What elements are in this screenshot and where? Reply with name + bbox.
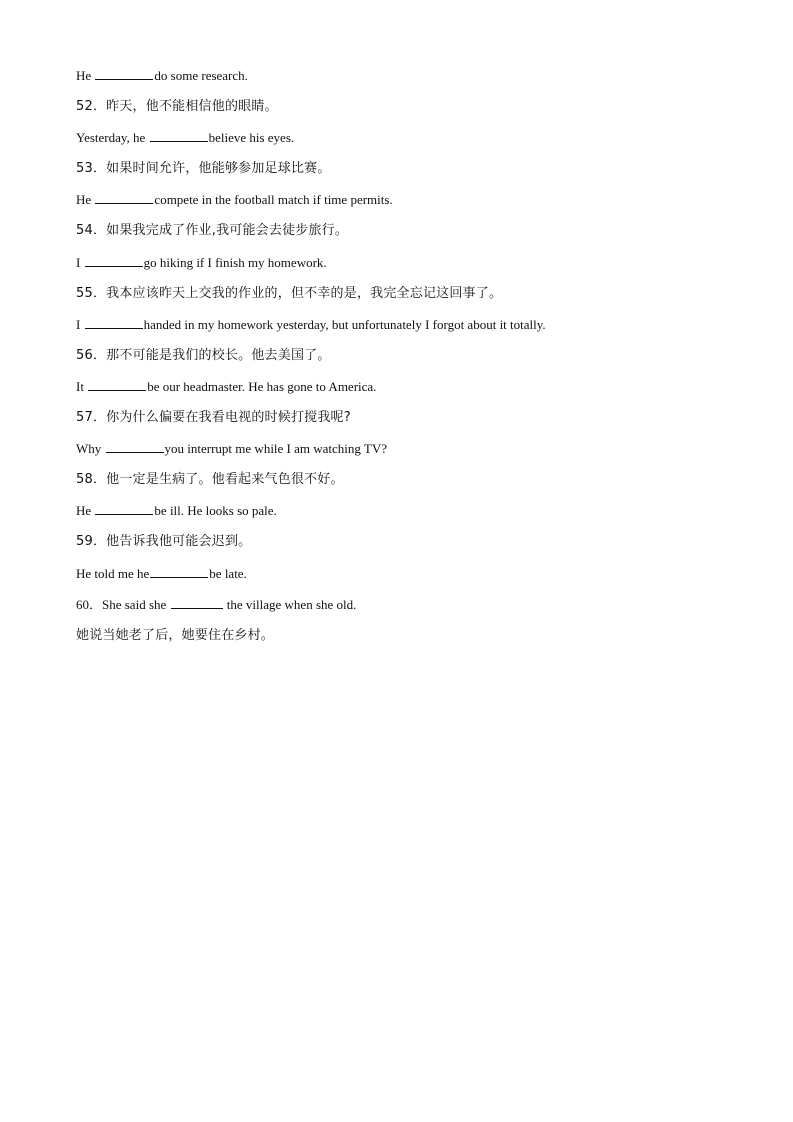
- answer-blank[interactable]: [171, 596, 223, 609]
- sentence-57-english: Why you interrupt me while I am watching TV?: [76, 441, 388, 457]
- answer-blank[interactable]: [95, 67, 153, 80]
- answer-blank[interactable]: [106, 440, 164, 453]
- answer-blank[interactable]: [88, 378, 146, 391]
- sentence-53-english: He compete in the football match if time permits.: [76, 192, 393, 208]
- sentence-51-english: He do some research.: [76, 68, 248, 83]
- sentence-58-english: He be ill. He looks so pale.: [76, 503, 277, 519]
- answer-blank[interactable]: [95, 502, 153, 515]
- answer-blank[interactable]: [85, 316, 143, 329]
- question-55-chinese: 55．我本应该昨天上交我的作业的，但不幸的是，我完全忘记这回事了。: [76, 285, 503, 301]
- sentence-52-english: Yesterday, he believe his eyes.: [76, 130, 295, 146]
- sentence-55-english: I handed in my homework yesterday, but unfortunately I forgot about it totally.: [76, 316, 546, 332]
- answer-blank[interactable]: [85, 254, 143, 267]
- sentence-54-english: I go hiking if I finish my homework.: [76, 254, 327, 270]
- question-54-chinese: 54．如果我完成了作业,我可能会去徒步旅行。: [76, 223, 349, 239]
- question-53-chinese: 53．如果时间允许，他能够参加足球比赛。: [76, 161, 331, 177]
- question-60-english: 60．She said she the village when she old.: [76, 596, 357, 612]
- answer-blank[interactable]: [95, 191, 153, 204]
- answer-blank[interactable]: [150, 565, 208, 578]
- question-52-chinese: 52．昨天，他不能相信他的眼睛。: [76, 99, 278, 115]
- question-57-chinese: 57．你为什么偏要在我看电视的时候打搅我呢?: [76, 410, 351, 426]
- answer-blank[interactable]: [150, 129, 208, 142]
- question-56-chinese: 56．那不可能是我们的校长。他去美国了。: [76, 347, 331, 363]
- sentence-59-english: He told me he be late.: [76, 565, 247, 581]
- question-59-chinese: 59．他告诉我他可能会迟到。: [76, 534, 252, 550]
- sentence-56-english: It be our headmaster. He has gone to America.: [76, 378, 377, 394]
- worksheet-page: [76, 62, 736, 653]
- question-58-chinese: 58．他一定是生病了。他看起来气色很不好。: [76, 472, 344, 488]
- question-60-chinese: 她说当她老了后，她要住在乡村。: [76, 627, 275, 643]
